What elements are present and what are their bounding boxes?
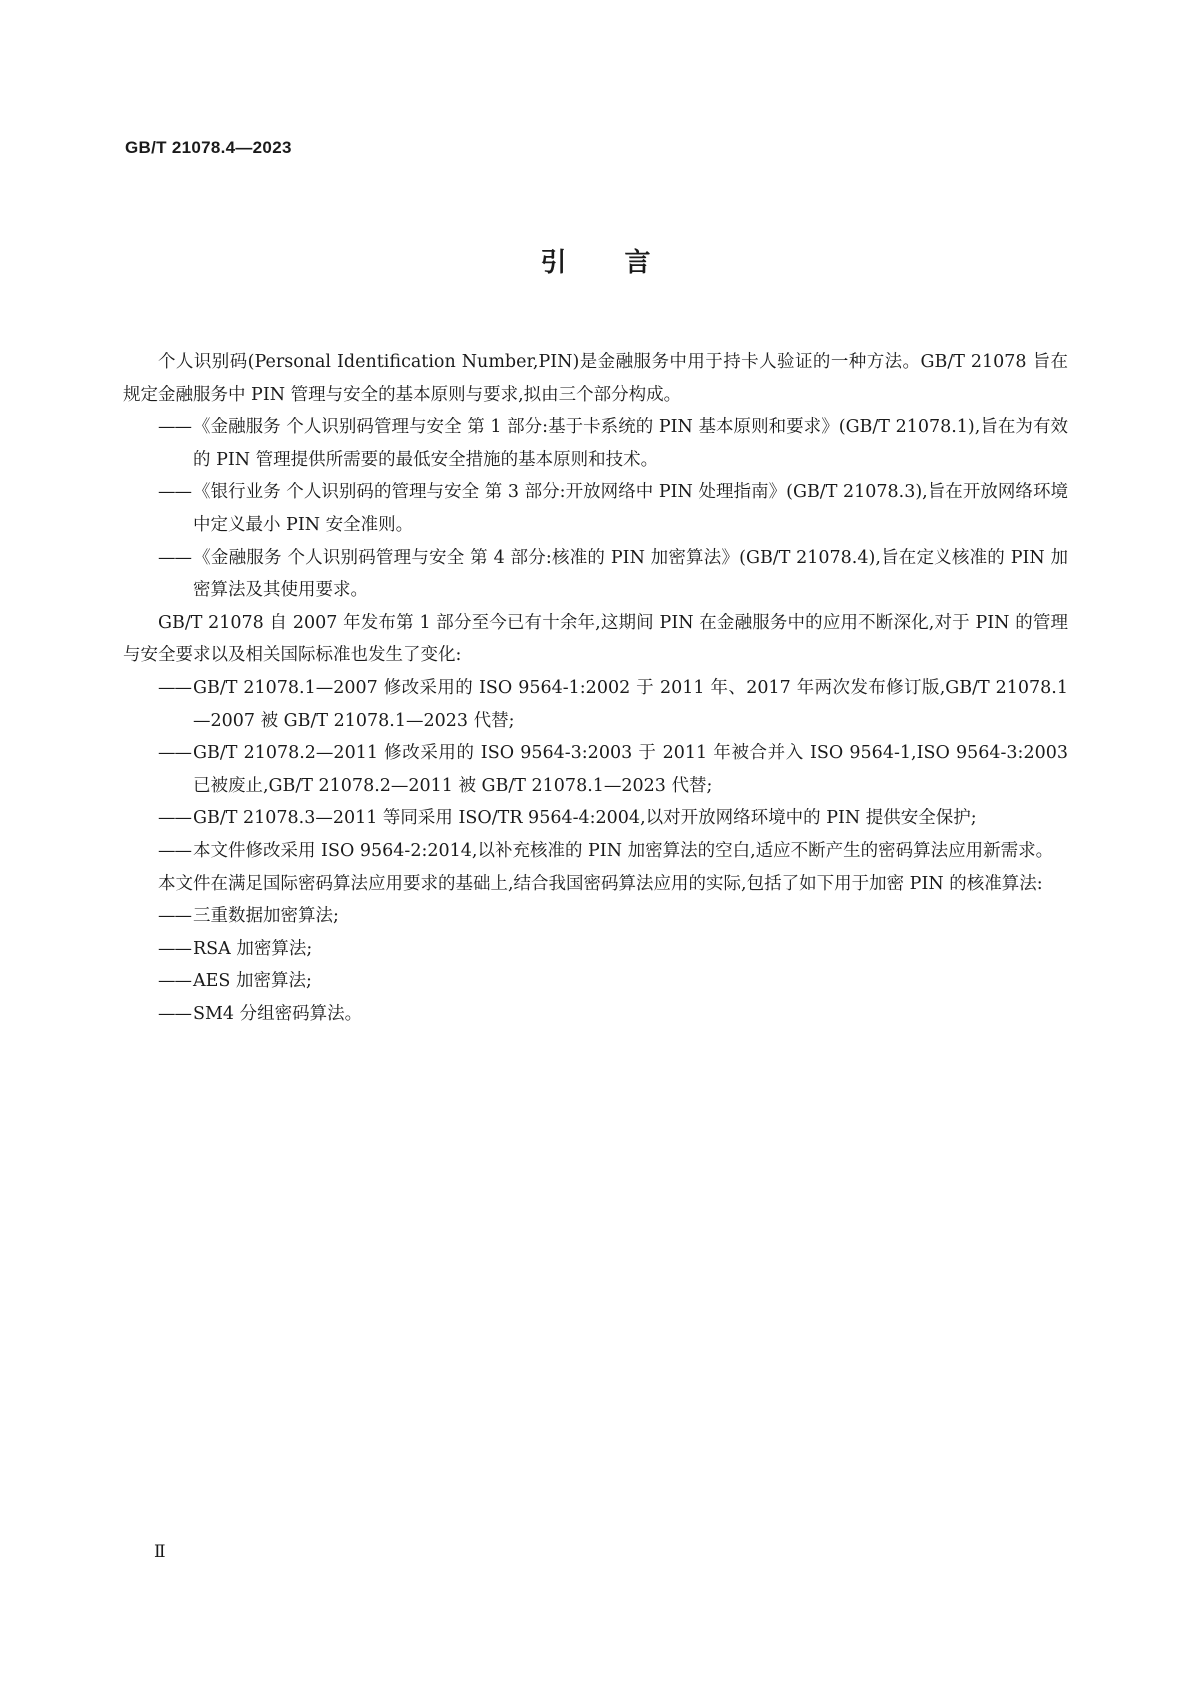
history-paragraph: GB/T 21078 自 2007 年发布第 1 部分至今已有十余年,这期间 PIN 在金融服务中的应用不断深化,对于 PIN 的管理与安全要求以及相关国际标准也发生了变化:: [123, 612, 1068, 666]
list-item: —— RSA 加密算法;: [158, 938, 313, 959]
list-item: —— 本文件修改采用 ISO 9564-2:2014,以补充核准的 PIN 加密算法的空白,适应不断产生的密码算法应用新需求。: [158, 840, 1054, 861]
list-item: —— GB/T 21078.1—2007 修改采用的 ISO 9564-1:2002 于 2011 年、2017 年两次发布修订版,GB/T 21078.1—2007 被 GB/T 21078.1—2023 代替;: [158, 677, 1068, 731]
list-item: —— GB/T 21078.2—2011 修改采用的 ISO 9564-3:2003 于 2011 年被合并入 ISO 9564-1,ISO 9564-3:2003 已被废止,GB/T 21078.2—2011 被 GB/T 21078.1—2023 代替;: [158, 743, 1068, 796]
list-item: —— 《金融服务 个人识别码管理与安全 第 1 部分:基于卡系统的 PIN 基本原则和要求》(GB/T 21078.1),旨在为有效的 PIN 管理提供所需要的最低安全措施的基本原则和技术。: [158, 417, 1068, 470]
list-item: —— SM4 分组密码算法。: [158, 1003, 363, 1024]
list-item: —— GB/T 21078.3—2011 等同采用 ISO/TR 9564-4:2004,以对开放网络环境中的 PIN 提供安全保护;: [158, 808, 977, 829]
list-item: —— 三重数据加密算法;: [158, 906, 339, 927]
algorithms-paragraph: 本文件在满足国际密码算法应用要求的基础上,结合我国密码算法应用的实际,包括了如下用于加密 PIN 的核准算法:: [158, 873, 1043, 894]
standard-code: GB/T 21078.4—2023: [125, 138, 292, 157]
page-number: Ⅱ: [154, 1542, 166, 1562]
document-body: [123, 346, 1068, 1030]
list-item: —— AES 加密算法;: [158, 971, 312, 992]
intro-paragraph: 个人识别码(Personal Identification Number,PIN)是金融服务中用于持卡人验证的一种方法。GB/T 21078 旨在规定金融服务中 PIN 管理与安全的基本原则与要求,拟由三个部分构成。: [123, 352, 1068, 405]
list-item: —— 《金融服务 个人识别码管理与安全 第 4 部分:核准的 PIN 加密算法》(GB/T 21078.4),旨在定义核准的 PIN 加密算法及其使用要求。: [158, 547, 1068, 601]
list-item: —— 《银行业务 个人识别码的管理与安全 第 3 部分:开放网络中 PIN 处理指南》(GB/T 21078.3),旨在开放网络环境中定义最小 PIN 安全准则。: [158, 482, 1068, 535]
page-title: 引言: [540, 248, 709, 278]
